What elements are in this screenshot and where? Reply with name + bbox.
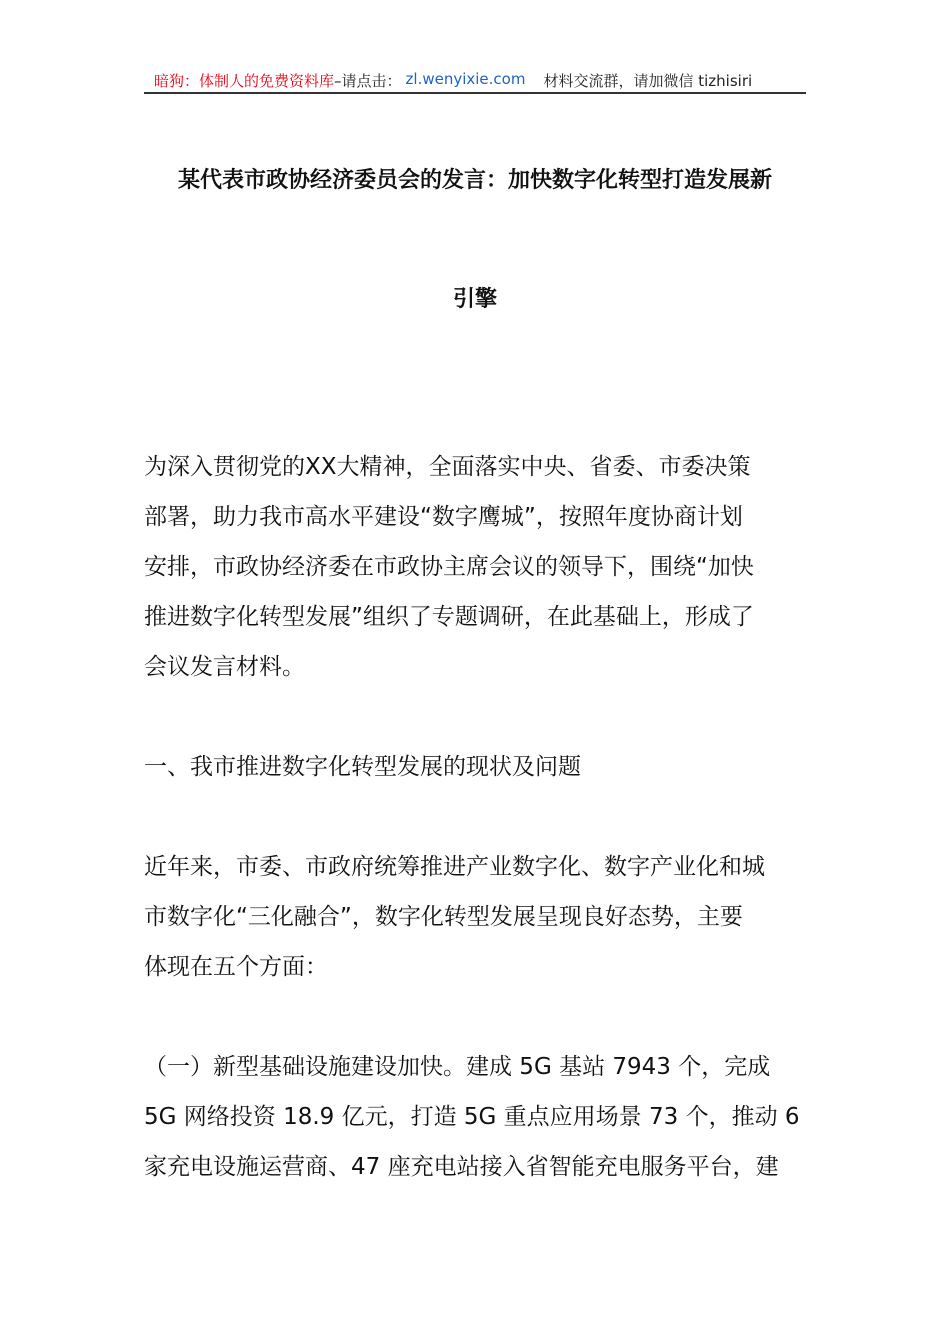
header-click-text: –请点击： — [334, 72, 402, 90]
document-title-line-1: 某代表市政协经济委员会的发言：加快数字化转型打造发展新 — [177, 168, 772, 193]
text-line: 市数字化“三化融合”，数字化转型发展呈现良好态势，主要 — [144, 904, 743, 930]
document-title-line-2: 引擎 — [452, 287, 497, 312]
text-line: 家充电设施运营商、47 座充电站接入省智能充电服务平台，建 — [144, 1154, 779, 1180]
paragraph-gap — [144, 800, 814, 850]
header-site-name: 暗狗：体制人的免费资料库 — [154, 72, 335, 90]
text-line: 近年来，市委、市政府统筹推进产业数字化、数字产业化和城 — [144, 854, 765, 880]
paragraph — [144, 850, 814, 1000]
watermark-header — [144, 70, 806, 94]
text-line: 推进数字化转型发展”组织了专题调研，在此基础上，形成了 — [144, 604, 754, 630]
paragraph — [144, 750, 814, 800]
paragraph — [144, 450, 814, 700]
text-line: 一、我市推进数字化转型发展的现状及问题 — [144, 754, 581, 780]
header-group-text: 材料交流群，请加微信 tizhisiri — [543, 72, 753, 90]
document-body — [144, 450, 814, 1200]
paragraph — [144, 1050, 814, 1200]
text-line: （一）新型基础设施建设加快。建成 5G 基站 7943 个，完成 — [144, 1054, 771, 1080]
paragraph-gap — [144, 1000, 814, 1050]
text-line: 部署，助力我市高水平建设“数字鹰城”，按照年度协商计划 — [144, 504, 743, 530]
text-line: 会议发言材料。 — [144, 654, 305, 680]
text-line: 为深入贯彻党的XX大精神，全面落实中央、省委、市委决策 — [144, 454, 751, 480]
text-line: 5G 网络投资 18.9 亿元，打造 5G 重点应用场景 73 个，推动 6 — [144, 1104, 800, 1130]
paragraph-gap — [144, 700, 814, 750]
text-line: 安排，市政协经济委在市政协主席会议的领导下，围绕“加快 — [144, 554, 754, 580]
header-link[interactable]: zl.wenyixie.com — [405, 70, 526, 88]
text-line: 体现在五个方面： — [144, 954, 328, 980]
